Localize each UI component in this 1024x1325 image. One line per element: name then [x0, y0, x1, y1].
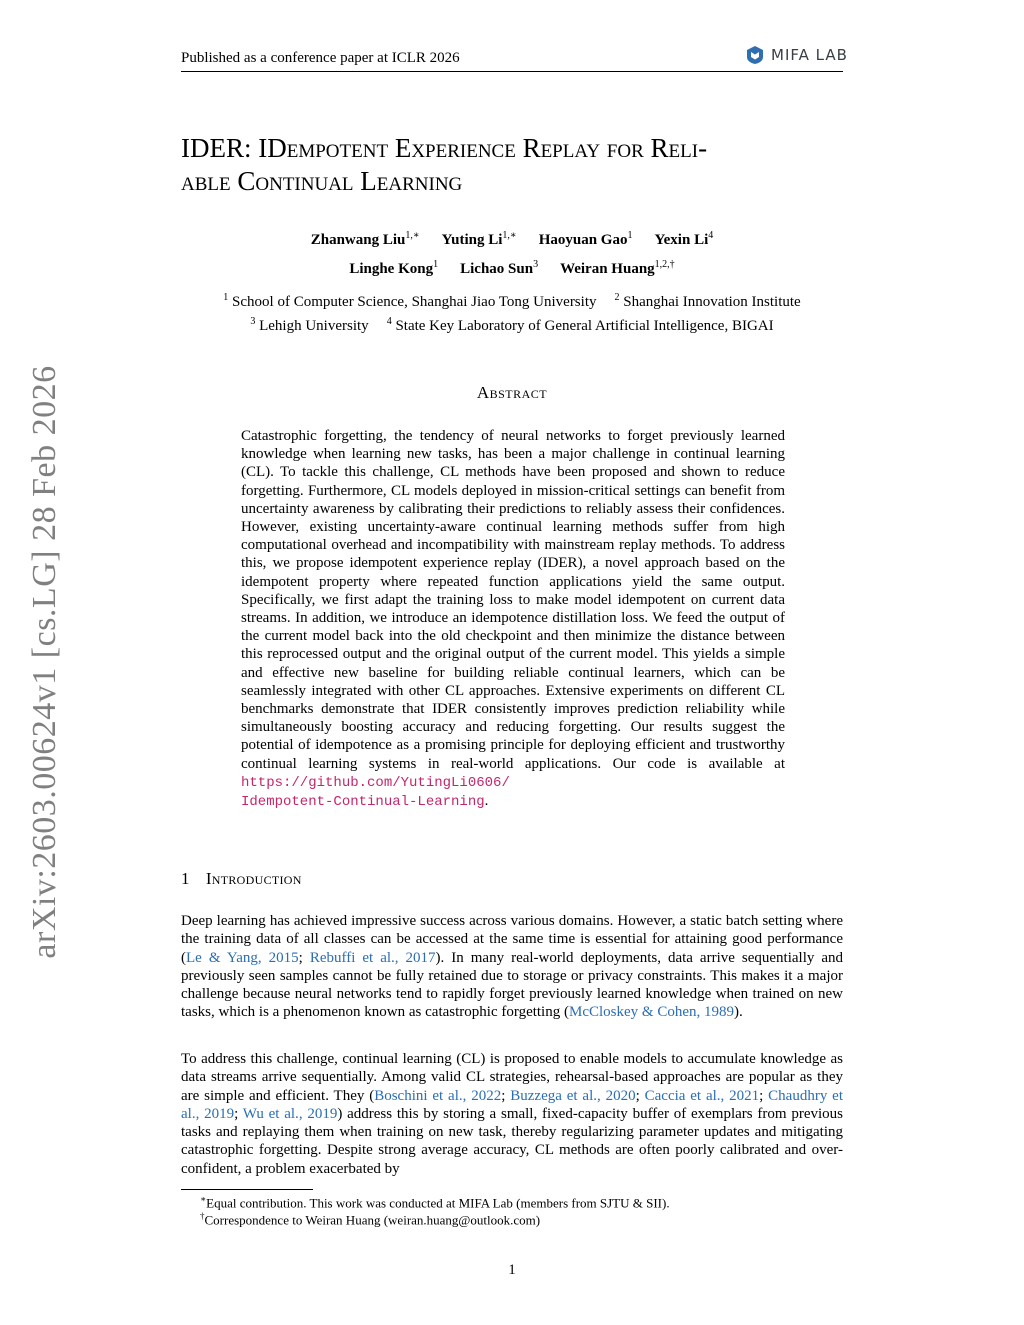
abstract-body: Catastrophic forgetting, the tendency of neural networks to forget previously learned knowledge when learning new tasks, has been a major challenge in continual learning (CL). To tackle this challenge, CL methods have been proposed and shown to reduce forgetting. Furthermore, CL models deployed in mission-critical settings can benefit from uncertainty awareness by calibrating their predictions to reliably assess their confidences. However, existing uncertainty-aware continual learning methods suffer from high computational overhead and incompatibility with mainstream replay methods. To address this, we propose idempotent experience replay (IDER), a novel approach based on the idempotent property where repeated function applications yield the same output. Specifically, we first adapt the training loss to make model idempotent on current data streams. In addition, we introduce an idempotence distillation loss. We feed the output of the current model back into the old checkpoint and then minimize the distance between this reprocessed output and the original output of the current model. This yields a simple and effective new baseline for building reliable continual learners, which can be seamlessly integrated with other CL approaches. Extensive experiments on different CL benchmarks demonstrate that IDER consistently improves prediction reliability while simultaneously boosting accuracy and reducing forgetting. Our results suggest the potential of idempotence as a promising principle for deploying efficient and trustworthy continual learning systems in real-world applications. Our code is available at https://github.com/YutingLi0606/ Idempotent-Continual-Learning. — [241, 428, 785, 811]
author: Zhanwang Liu$^{1,∗}$ — [310, 230, 420, 248]
section-heading-introduction: 1 Introduction — [181, 869, 302, 888]
author: Yexin Li$^4$ — [654, 230, 714, 248]
code-link[interactable]: https://github.com/YutingLi0606/ Idempotent-Continual-Learning — [241, 774, 510, 811]
abstract-heading: Abstract — [476, 383, 548, 402]
footnote-rule — [181, 1189, 313, 1190]
citation-link[interactable]: McCloskey & Cohen, 1989 — [568, 1004, 734, 1021]
citation-link[interactable]: Buzzega et al., 2020 — [510, 1087, 636, 1104]
citation-link[interactable]: Boschini et al., 2022 — [374, 1087, 502, 1104]
affiliation: School of Computer Science, Shanghai Jiao Tong University — [232, 294, 597, 310]
citation-link[interactable]: Le & Yang, 2015 — [186, 949, 299, 966]
header-rule — [181, 71, 843, 72]
author: Yuting $Li^{1,∗}$ — [441, 230, 517, 248]
logo-text: MIFA LAB — [771, 46, 848, 64]
citation-link[interactable]: Caccia et al., 2021 — [644, 1087, 760, 1104]
author-row-2 — [181, 259, 843, 278]
citation-link[interactable]: Wu et al., 2019 — [242, 1105, 338, 1122]
affiliations-row-1: $^1$ School of Computer Science, Shanghai Jiao Tong University $^2$ Shanghai Innovation Institute — [223, 292, 801, 310]
author: Weiran Huang$^{1,2,\dagger}$ — [560, 259, 675, 277]
arxiv-identifier-stamp: arXiv:2603.00624v1 [cs.LG] 28 Feb 2026 — [26, 365, 63, 959]
affiliation: State Key Laboratory of General Artificial Intelligence, BIGAI — [395, 318, 774, 334]
running-header: Published as a conference paper at ICLR 2026 — [181, 50, 460, 66]
citation-link[interactable]: Rebuffi et al., 2017 — [309, 949, 436, 966]
author-row-1 — [181, 230, 843, 249]
citation-link[interactable]: Chaudhry et al., 2019 — [181, 1087, 843, 1122]
title-line-1: IDER: IDempotent Experience Replay for Reli- — [181, 133, 708, 163]
footnote-correspondence: †Correspondence to Weiran Huang (weiran.huang@outlook.com) — [200, 1211, 541, 1228]
page-number: 1 — [508, 1262, 516, 1278]
author: Lichao Sun$^3$ — [460, 259, 539, 277]
paper-title — [181, 132, 845, 198]
mifa-shield-icon — [745, 45, 765, 65]
affiliation: Shanghai Innovation Institute — [623, 294, 801, 310]
affiliations-row-2: $^3$ Lehigh University $^4$ State Key Laboratory of General Artificial Intelligence, BIGAI — [250, 316, 774, 334]
mifa-lab-logo — [745, 44, 848, 66]
title-line-2: able Continual Learning — [181, 166, 463, 196]
author: Linghe Kong$^1$ — [349, 259, 439, 277]
affiliation: Lehigh University — [259, 318, 369, 334]
footnote-equal-contribution: ∗Equal contribution. This work was conducted at MIFA Lab (members from SJTU & SII). — [200, 1194, 670, 1211]
intro-paragraph-2: To address this challenge, continual learning (CL) is proposed to enable models to accumulate knowledge as data streams arrive sequentially. Among valid CL strategies, rehearsal-based approaches are popular as they are simple and efficient. They (Boschini et al., 2022; Buzzega et al., 2020; Caccia et al., 2021; Chaudhry et al., 2019; Wu et al., 2019) address this by storing a small, fixed-capacity buffer of exemplars from previous tasks and replaying them when training on new task, thereby regularizing parameter updates and mitigating catastrophic forgetting. Despite strong average accuracy, CL methods are often poorly calibrated and over-confident, a problem exacerbated by — [181, 1051, 843, 1177]
intro-paragraph-1: Deep learning has achieved impressive success across various domains. However, a static batch setting where the training data of all classes can be accessed at the same time is essential for attaining good performance (Le & Yang, 2015; Rebuffi et al., 2017). In many real-world deployments, data arrive sequentially and previously seen samples cannot be fully retained due to storage or privacy constraints. This makes it a major challenge because neural networks tend to rapidly forget previously learned knowledge when trained on new tasks, which is a phenomenon known as catastrophic forgetting (McCloskey & Cohen, 1989). — [181, 913, 844, 1021]
author: Haoyuan Gao$^1$ — [538, 230, 633, 248]
